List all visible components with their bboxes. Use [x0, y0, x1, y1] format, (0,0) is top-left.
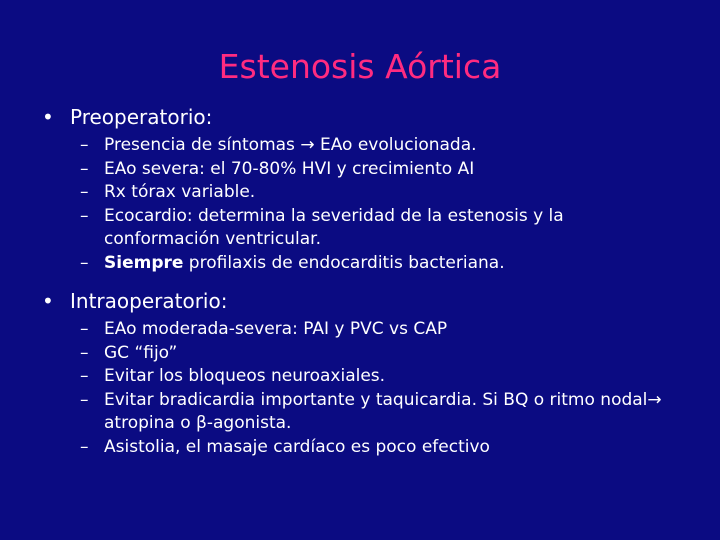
list-item-text: Evitar bradicardia importante y taquicardia. Si BQ o ritmo nodal→ atropina o β-agonista. [104, 389, 662, 433]
dash-glyph: – [80, 158, 89, 179]
dash-glyph: – [80, 389, 89, 410]
list-item-text: Ecocardio: determina la severidad de la estenosis y la conformación ventricular. [104, 205, 564, 249]
list-item [80, 205, 684, 252]
list-item [80, 181, 684, 205]
dash-glyph: – [80, 205, 89, 226]
slide-title: Estenosis Aórtica [218, 47, 502, 86]
list-item [80, 436, 684, 460]
list-item [80, 252, 684, 276]
preoperatorio-list [80, 134, 684, 275]
list-item-text: EAo moderada-severa: PAI y PVC vs CAP [104, 319, 448, 339]
dash-glyph: – [80, 182, 89, 202]
list-item [80, 158, 684, 182]
list-item-text: Asistolia, el masaje cardíaco es poco efectivo [104, 436, 490, 457]
dash-glyph: – [80, 135, 89, 155]
list-item-text: Rx tórax variable. [104, 182, 256, 202]
emphasis-text: Siempre [104, 252, 184, 273]
list-item [80, 134, 684, 158]
list-item-text: GC “fijo” [104, 342, 178, 363]
dash-glyph: – [80, 319, 89, 339]
list-item-text: Evitar los bloqueos neuroaxiales. [104, 366, 386, 386]
section-heading-preoperatorio [42, 104, 212, 130]
bullet-glyph: • [42, 289, 54, 313]
section-heading-text: Preoperatorio: [70, 105, 213, 129]
list-item-text: Presencia de síntomas → EAo evolucionada. [104, 135, 477, 155]
section-heading-text: Intraoperatorio: [70, 289, 228, 313]
dash-glyph: – [80, 342, 89, 363]
intraoperatorio-list [80, 318, 684, 459]
list-item-text: EAo severa: el 70-80% HVI y crecimiento AI [104, 158, 475, 179]
list-item [80, 342, 684, 366]
dash-glyph: – [80, 252, 89, 273]
list-item [80, 365, 684, 389]
list-item [80, 318, 684, 342]
dash-glyph: – [80, 366, 89, 386]
bullet-glyph: • [42, 105, 54, 129]
dash-glyph: – [80, 436, 89, 457]
section-heading-intraoperatorio [42, 288, 227, 314]
list-item-text: profilaxis de endocarditis bacteriana. [183, 252, 505, 273]
list-item [80, 389, 684, 436]
